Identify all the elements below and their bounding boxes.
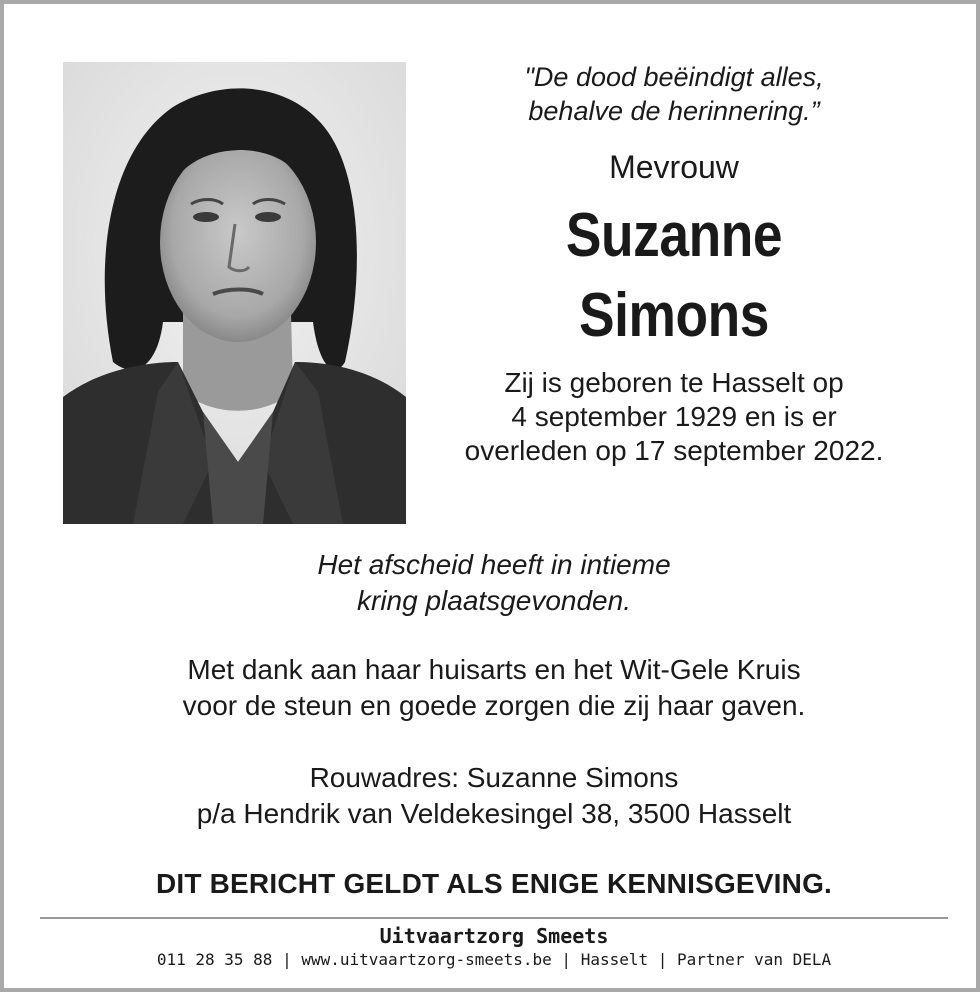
dates-line-2: 4 september 1929 en is er [511,401,837,432]
address-line-1: Rouwadres: Suzanne Simons [309,762,679,793]
first-name: Suzanne [565,201,783,270]
funeral-home-name: Uitvaartzorg Smeets [379,924,609,948]
farewell-text [4,547,980,619]
thanks-text [4,652,980,724]
thanks-line-2: voor de steun en goede zorgen die zij haar gaven. [182,690,806,721]
notice-statement: DIT BERICHT GELDT ALS ENIGE KENNISGEVING. [155,868,833,899]
header-column [424,60,924,468]
dates-line-1: Zij is geboren te Hasselt op [504,367,844,398]
deceased-name [459,196,889,356]
farewell-line-2: kring plaatsgevonden. [357,585,631,616]
mourning-address [4,760,980,832]
honorific: Mevrouw [609,149,739,185]
address-line-2: p/a Hendrik van Veldekesingel 38, 3500 Hasselt [196,798,792,829]
birth-death-dates [424,366,924,468]
quote-line-1: "De dood beëindigt alles, [524,62,824,92]
thanks-line-1: Met dank aan haar huisarts en het Wit-Gele Kruis [187,654,801,685]
funeral-home-contact: 011 28 35 88 | www.uitvaartzorg-smeets.be | Hasselt | Partner van DELA [156,950,832,969]
last-name: Simons [578,281,770,350]
quote-line-2: behalve de herinnering.” [528,96,820,126]
farewell-line-1: Het afscheid heeft in intieme [317,549,671,580]
portrait-photo [63,62,406,524]
memorial-quote [424,60,924,128]
dates-line-3: overleden op 17 september 2022. [464,435,884,466]
footer-divider [40,917,948,919]
